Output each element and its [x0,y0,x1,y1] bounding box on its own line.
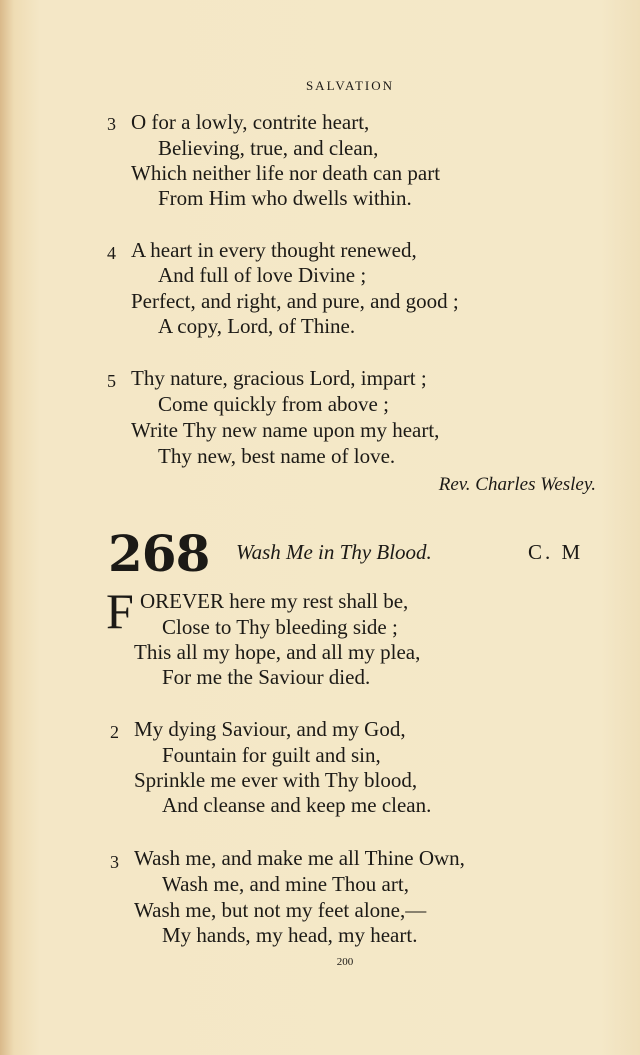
verse-line: From Him who dwells within. [158,186,412,210]
verse-line: Believing, true, and clean, [158,136,379,160]
verse-line: Wash me, but not my feet alone,— [134,898,427,922]
verse-line: Thy nature, gracious Lord, impart ; [131,366,427,390]
running-head-text: SALVATION [305,78,395,93]
verse-line: A copy, Lord, of Thine. [158,314,356,338]
verse-line: My dying Saviour, and my God, [134,717,406,741]
verse-line: Which neither life nor death can part [131,161,441,185]
verse-line: This all my hope, and all my plea, [134,640,421,664]
hymn-title: Wash Me in Thy Blood. [236,540,432,564]
verse-line: Write Thy new name upon my heart, [131,418,440,442]
verse-line: A heart in every thought renewed, [131,238,417,262]
author-attribution: Rev. Charles Wesley. [438,474,596,495]
verse-line: And cleanse and keep me clean. [162,793,432,817]
drop-cap: F [106,583,134,639]
verse-line: Sprinkle me ever with Thy blood, [134,768,418,792]
stanza-number: 5 [107,371,116,391]
verse-line: Wash me, and mine Thou art, [162,872,409,896]
running-head [0,78,640,94]
hymn-meter: C. M [528,540,584,564]
verse-line: Close to Thy bleeding side ; [162,615,398,639]
verse-line: Thy new, best name of love. [158,444,396,468]
verse-line: For me the Saviour died. [162,665,371,689]
page-number: 200 [336,956,354,968]
verse-line: OREVER here my rest shall be, [140,589,409,613]
verse-line: O for a lowly, contrite heart, [131,110,370,134]
verse-line: Perfect, and right, and pure, and good ; [131,289,459,313]
verse-line: And full of love Divine ; [158,263,367,287]
stanza-number: 2 [110,722,119,742]
hymn-number: 268 [108,524,210,583]
stanza-number: 4 [107,243,116,263]
verse-line: Come quickly from above ; [158,392,389,416]
verse-line: My hands, my head, my heart. [162,923,418,947]
stanza-number: 3 [110,852,119,872]
verse-line: Wash me, and make me all Thine Own, [134,846,465,870]
verse-line: Fountain for guilt and sin, [162,743,381,767]
stanza-number: 3 [107,114,116,134]
